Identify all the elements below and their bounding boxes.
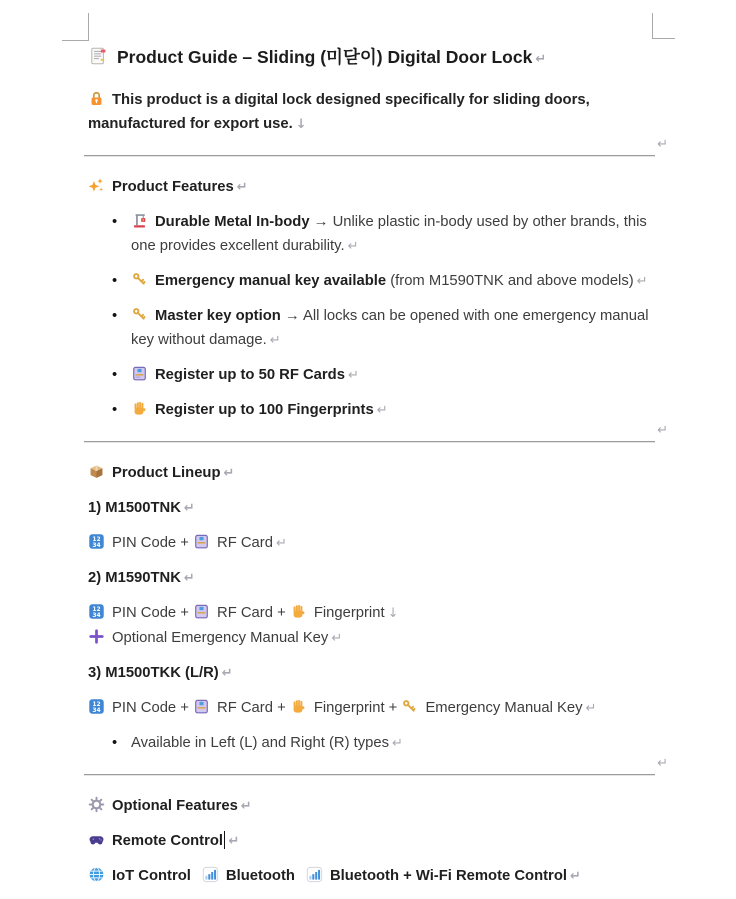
paragraph-mark: ↵ [347, 239, 359, 254]
rf-card-icon [131, 365, 148, 382]
document-body[interactable] [88, 40, 668, 899]
raised-hand-icon [290, 698, 307, 715]
plus-separator: + [272, 700, 290, 716]
pin-pad-icon [88, 533, 105, 550]
combo-part: RF Card [217, 700, 273, 716]
paragraph-mark: ↵ [585, 701, 597, 716]
page-corner-mark-left [62, 13, 89, 41]
model-combo [88, 696, 654, 721]
intro-paragraph [88, 88, 654, 137]
line-break-mark: ↓ [295, 117, 307, 132]
model-name [88, 496, 654, 521]
combo-part: PIN Code [112, 605, 177, 621]
feature-lead: Emergency manual key available [155, 273, 387, 289]
horizontal-rule [84, 756, 668, 776]
pin-pad-icon [88, 603, 105, 620]
page-corner-mark-right [652, 13, 675, 39]
feature-lead: Register up to 50 RF Cards [155, 367, 345, 383]
feature-rest: → Unlike plastic in-body used by other brands, this one provides excellent durability. [131, 214, 647, 254]
combo-part: Fingerprint [313, 700, 385, 716]
bullet-marker: • [112, 735, 118, 751]
key-icon [401, 698, 418, 715]
paragraph-mark: ↵ [657, 423, 668, 438]
line-break-mark: ↓ [387, 606, 399, 621]
bullet-marker: • [112, 402, 118, 418]
svg-text:34: 34 [92, 707, 101, 715]
list-item [88, 304, 654, 353]
bookmark-tabs-icon [88, 46, 108, 66]
lineup-heading-text: Product Lineup [112, 465, 221, 481]
paragraph-mark: ↵ [657, 137, 668, 152]
horizontal-rule [84, 137, 668, 157]
paragraph-mark: ↵ [183, 571, 195, 586]
plus-separator: + [176, 605, 194, 621]
remote-control-label: Remote Control [112, 833, 223, 849]
paragraph-mark: ↵ [636, 274, 648, 289]
key-icon [131, 271, 148, 288]
text-cursor [224, 831, 226, 849]
optional-heading [88, 794, 654, 819]
paragraph-mark: ↵ [275, 536, 287, 551]
paragraph-mark: ↵ [228, 834, 240, 849]
lineup-heading [88, 461, 654, 486]
svg-text:12: 12 [92, 536, 101, 544]
model-combo [88, 531, 654, 556]
feature-rest: → All locks can be opened with one emergency manual key without damage. [131, 308, 649, 348]
list-item [88, 398, 654, 423]
antenna-bars-icon [306, 866, 323, 883]
paragraph-mark: ↵ [569, 869, 581, 884]
paragraph-mark: ↵ [223, 466, 235, 481]
list-item [88, 731, 654, 756]
plus-separator: + [176, 535, 194, 551]
antenna-bars-icon [202, 866, 219, 883]
connectivity-line [88, 864, 654, 889]
plus-separator: + [272, 605, 290, 621]
paragraph-mark: ↵ [331, 631, 343, 646]
svg-text:12: 12 [92, 606, 101, 614]
combo-part: RF Card [217, 605, 273, 621]
model-name-text: 2) M1590TNK [88, 570, 181, 586]
list-item [88, 210, 654, 259]
raised-hand-icon [290, 603, 307, 620]
paragraph-mark: ↵ [391, 736, 403, 751]
bullet-marker: • [112, 273, 118, 289]
connectivity-label: IoT Control [112, 868, 191, 884]
paragraph-mark: ↵ [236, 180, 248, 195]
pin-pad-icon [88, 698, 105, 715]
model-name [88, 566, 654, 591]
lock-icon [88, 90, 105, 107]
bullet-marker: • [112, 308, 118, 324]
model-note: Available in Left (L) and Right (R) types [131, 735, 389, 751]
rf-card-icon [193, 533, 210, 550]
connectivity-label: Bluetooth [225, 868, 295, 884]
model-name-text: 3) M1500TKK (L/R) [88, 665, 219, 681]
optional-heading-text: Optional Features [112, 798, 238, 814]
feature-rest: (from M1590TNK and above models) [386, 273, 634, 289]
list-item [88, 363, 654, 388]
sparkles-icon [88, 177, 105, 194]
paragraph-mark: ↵ [347, 368, 359, 383]
features-heading [88, 175, 654, 200]
paragraph-mark: ↵ [269, 333, 281, 348]
intro-text: This product is a digital lock designed specifically for sliding doors, manufactured for export use. [88, 92, 590, 132]
rf-card-icon [193, 698, 210, 715]
paragraph-mark: ↵ [221, 666, 233, 681]
title-text: Product Guide – Sliding (미닫이) Digital Door Lock [117, 47, 533, 67]
gear-icon [88, 796, 105, 813]
remote-control-line [88, 829, 654, 854]
feature-lead: Register up to 100 Fingerprints [155, 402, 374, 418]
combo-part: Emergency Manual Key [425, 700, 583, 716]
model-extra: Optional Emergency Manual Key [112, 630, 329, 646]
paragraph-mark: ↵ [376, 403, 388, 418]
globe-icon [88, 866, 105, 883]
bullet-marker: • [112, 214, 118, 230]
rf-card-icon [193, 603, 210, 620]
game-controller-icon [88, 831, 105, 848]
model-combo [88, 601, 654, 651]
connectivity-label: Bluetooth + Wi-Fi Remote Control [329, 868, 567, 884]
raised-hand-icon [131, 400, 148, 417]
package-icon [88, 463, 105, 480]
key-icon [131, 306, 148, 323]
paragraph-mark: ↵ [657, 756, 668, 771]
model-name [88, 661, 654, 686]
combo-part: PIN Code [112, 700, 177, 716]
bullet-marker: • [112, 367, 118, 383]
combo-part: Fingerprint [313, 605, 385, 621]
svg-text:34: 34 [92, 542, 101, 550]
plus-separator: + [176, 700, 194, 716]
paragraph-mark: ↵ [183, 501, 195, 516]
combo-part: PIN Code [112, 535, 177, 551]
page-title [88, 44, 654, 73]
construction-crane-icon [131, 212, 148, 229]
model-name-text: 1) M1500TNK [88, 500, 181, 516]
svg-text:34: 34 [92, 612, 101, 620]
list-item [88, 269, 654, 294]
feature-lead: Master key option [155, 308, 281, 324]
horizontal-rule [84, 423, 668, 443]
features-heading-text: Product Features [112, 179, 234, 195]
paragraph-mark: ↵ [535, 52, 547, 67]
feature-lead: Durable Metal In-body [155, 214, 310, 230]
paragraph-mark: ↵ [240, 799, 252, 814]
plus-separator: + [384, 700, 402, 716]
plus-icon [88, 628, 105, 645]
features-list [88, 210, 654, 423]
combo-part: RF Card [217, 535, 273, 551]
svg-text:12: 12 [92, 701, 101, 709]
